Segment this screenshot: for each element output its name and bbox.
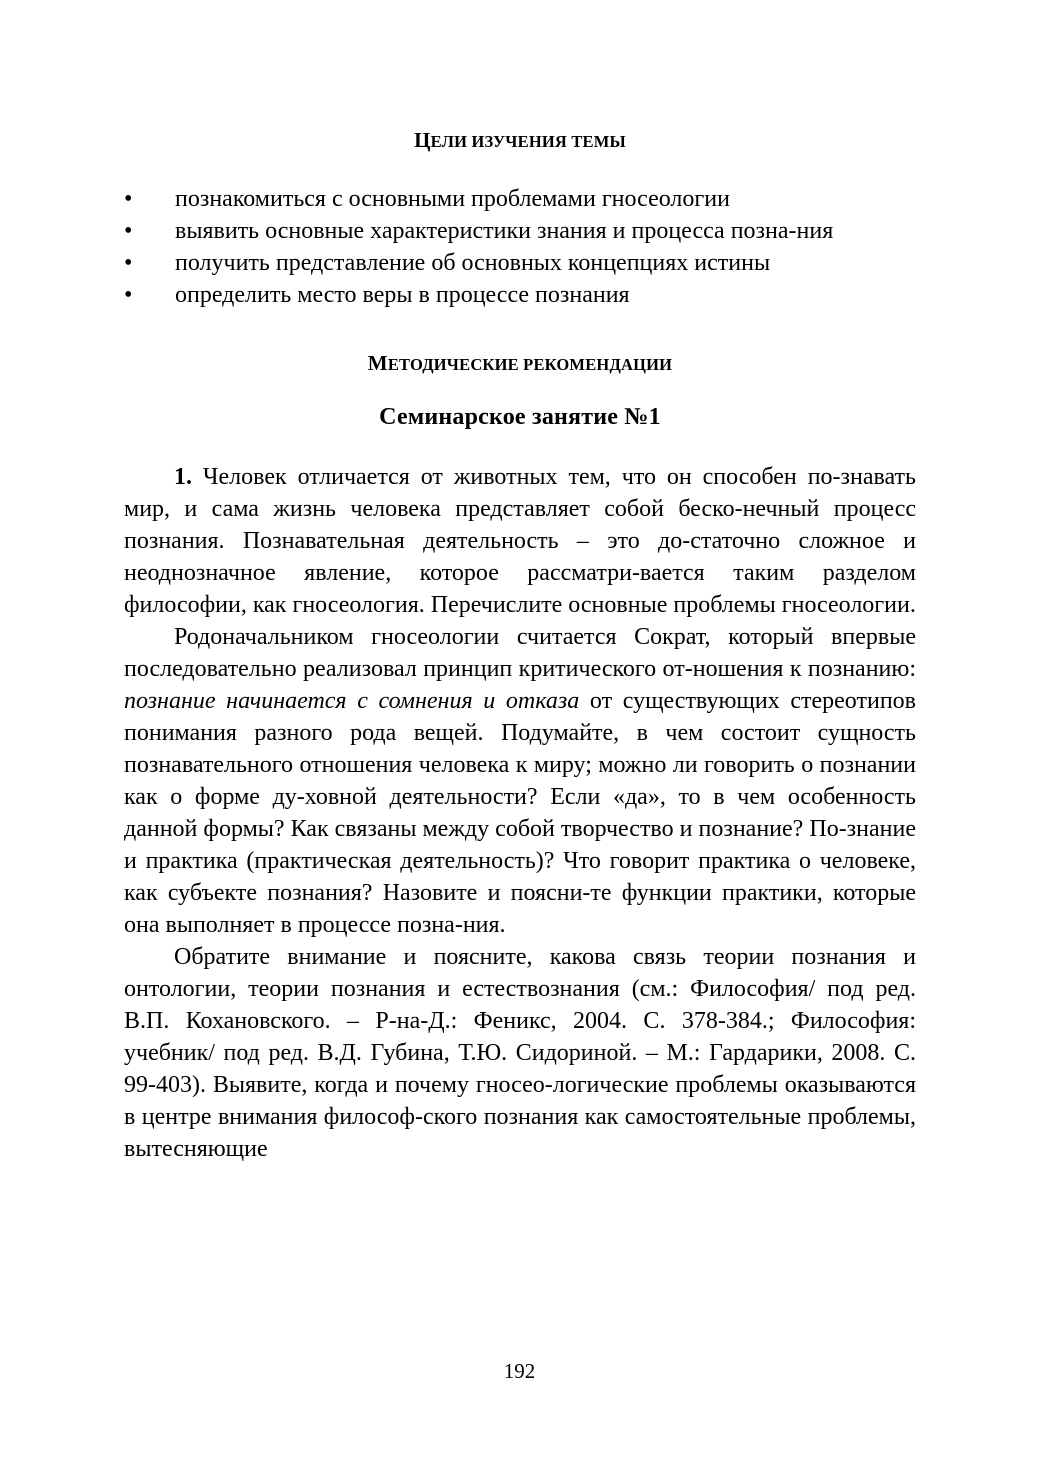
methods-heading-rest: ЕТОДИЧЕСКИЕ РЕКОМЕНДАЦИИ — [387, 355, 673, 374]
goals-list — [124, 183, 916, 311]
paragraph-2-text-after: от существующих стереотипов понимания разного рода вещей. Подумайте, в чем состоит сущность познавательного отношения человека к миру; можно ли говорить о познании как о форме ду-ховной деятельности? Если «да», то в чем особенность данной формы? Как связаны между собой творчество и познание? По-знание и практика (практическая деятельность)? Что говорит практика о человеке, как субъекте познания? Назовите и поясни-те функции практики, которые она выполняет в процессе позна-ния. — [124, 688, 916, 938]
list-item — [124, 279, 916, 311]
paragraph-2-emphasis: познание начинается с сомнения и отказа — [124, 688, 580, 714]
methods-heading — [124, 351, 916, 376]
paragraph-3: Обратите внимание и поясните, какова связь теории познания и онтологии, теории познания и естествознания (см.: Философия/ под ред. В.П. Кохановского. – Р-на-Д.: Феникс, 2004. С. 378-384.; Философия: учебник/ под ред. В.Д. Губина, Т.Ю. Сидориной. – М.: Гардарики, 2008. С. 99-403). Выявите, когда и почему гносео-логические проблемы оказываются в центре внимания философ-ского познания как самостоятельные проблемы, вытесняющие — [124, 944, 916, 1162]
goals-heading — [124, 128, 916, 153]
paragraph-1 — [124, 461, 916, 621]
methods-heading-initial: М — [367, 351, 388, 375]
goal-text: познакомиться с основными проблемами гносеологии — [175, 186, 730, 212]
list-item — [124, 215, 916, 247]
bullet-icon: • — [124, 250, 133, 276]
bullet-icon: • — [124, 282, 133, 308]
goal-text: определить место веры в процессе познания — [175, 282, 630, 308]
list-item — [124, 183, 916, 215]
paragraph-number: 1. — [174, 464, 192, 490]
page-number: 192 — [503, 1359, 536, 1383]
list-item — [124, 247, 916, 279]
goal-text: получить представление об основных концепциях истины — [175, 250, 771, 276]
bullet-icon: • — [124, 218, 133, 244]
bullet-icon: • — [124, 186, 133, 212]
paragraph-1-text: Человек отличается от животных тем, что он способен по-знавать мир, и сама жизнь человека представляет собой беско-нечный процесс познания. Познавательная деятельность – это до-статочно сложное и неоднозначное явление, которое рассматри-вается таким разделом философии, как гносеология. Перечислите основные проблемы гносеологии. — [124, 464, 916, 618]
document-page — [124, 128, 916, 1448]
goals-heading-initial: Ц — [414, 128, 431, 152]
paragraph-2 — [124, 621, 916, 941]
paragraph-2-text-before: Родоначальником гносеологии считается Сократ, который впервые последовательно реализовал принцип критического от-ношения к познанию: — [124, 624, 916, 682]
goal-text: выявить основные характеристики знания и процесса позна-ния — [175, 218, 834, 244]
seminar-heading: Семинарское занятие №1 — [379, 404, 661, 430]
goals-heading-rest: ЕЛИ ИЗУЧЕНИЯ ТЕМЫ — [430, 132, 626, 151]
